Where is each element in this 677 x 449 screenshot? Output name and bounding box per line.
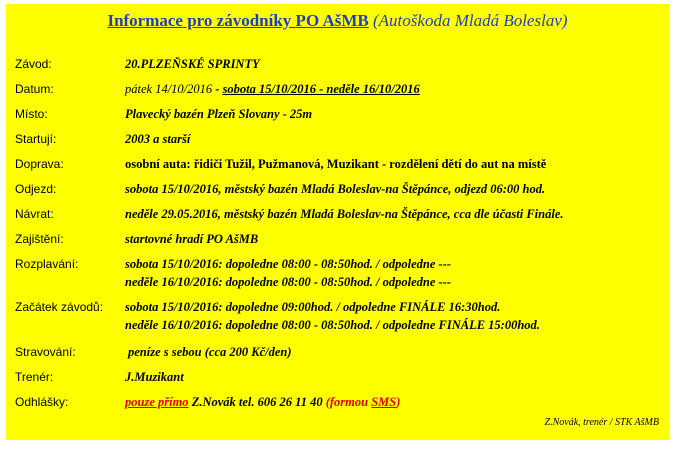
odhlasky-contact: Z.Novák tel. 606 26 11 40 (188, 395, 326, 409)
value-startuji: 2003 a starší (125, 132, 191, 146)
title-subtitle: (Autoškoda Mladá Boleslav) (373, 11, 568, 30)
odhlasky-form-close: ) (396, 395, 401, 409)
title-main: Informace pro závodníky PO AšMB (107, 11, 369, 30)
label-zavod: Závod: (15, 57, 52, 71)
value-zacatek-1: sobota 15/10/2016: dopoledne 09:00hod. / odpoledne FINÁLE 16:30hod. (125, 300, 501, 314)
value-zajisteni: startovné hradí PO AšMB (125, 232, 259, 246)
datum-weekend: sobota 15/10/2016 - neděle 16/10/2016 (222, 82, 420, 96)
label-startuji: Startují: (15, 132, 57, 146)
value-zavod: 20.PLZEŇSKÉ SPRINTY (125, 57, 260, 71)
value-zacatek-2: neděle 16/10/2016: dopoledne 08:00 - 08:50hod. / odpoledne FINÁLE 15:00hod. (125, 318, 540, 332)
label-zacatek: Začátek závodů: (15, 300, 104, 314)
value-rozplavani-2: neděle 16/10/2016: dopoledne 08:00 - 08:50hod. / odpoledne --- (125, 275, 451, 289)
label-odhlasky: Odhlášky: (15, 395, 69, 409)
odhlasky-sms: SMS (371, 395, 397, 409)
page-title (6, 11, 669, 31)
value-stravovani: peníze s sebou (cca 200 Kč/den) (128, 345, 292, 359)
label-doprava: Doprava: (15, 157, 64, 171)
datum-friday: pátek 14/10/2016 (125, 82, 213, 96)
label-rozplavani: Rozplavání: (15, 257, 79, 271)
odhlasky-only-direct: pouze přímo (125, 395, 189, 409)
label-zajisteni: Zajištění: (15, 232, 64, 246)
value-navrat: neděle 29.05.2016, městský bazén Mladá Boleslav-na Štěpánce, cca dle účasti Finále. (125, 207, 564, 221)
footer-signature: Z.Novák, trenér / STK AšMB (544, 417, 659, 428)
datum-separator: - (212, 82, 223, 96)
label-trener: Trenér: (15, 370, 54, 384)
value-misto: Plavecký bazén Plzeň Slovany - 25m (125, 107, 313, 121)
odhlasky-form-open: (formou (325, 395, 372, 409)
label-stravovani: Stravování: (15, 345, 76, 359)
label-misto: Místo: (15, 107, 48, 121)
value-trener: J.Muzikant (125, 370, 184, 384)
value-odhlasky (125, 392, 400, 412)
value-datum (125, 79, 420, 99)
label-datum: Datum: (15, 82, 54, 96)
label-odjezd: Odjezd: (15, 182, 57, 196)
value-doprava: osobní auta: řidiči Tužil, Pužmanová, Muzikant - rozdělení dětí do aut na místě (125, 157, 547, 171)
value-rozplavani-1: sobota 15/10/2016: dopoledne 08:00 - 08:50hod. / odpoledne --- (125, 257, 452, 271)
info-sheet (6, 4, 669, 440)
label-navrat: Návrat: (15, 207, 54, 221)
value-odjezd: sobota 15/10/2016, městský bazén Mladá Boleslav-na Štěpánce, odjezd 06:00 hod. (125, 182, 546, 196)
